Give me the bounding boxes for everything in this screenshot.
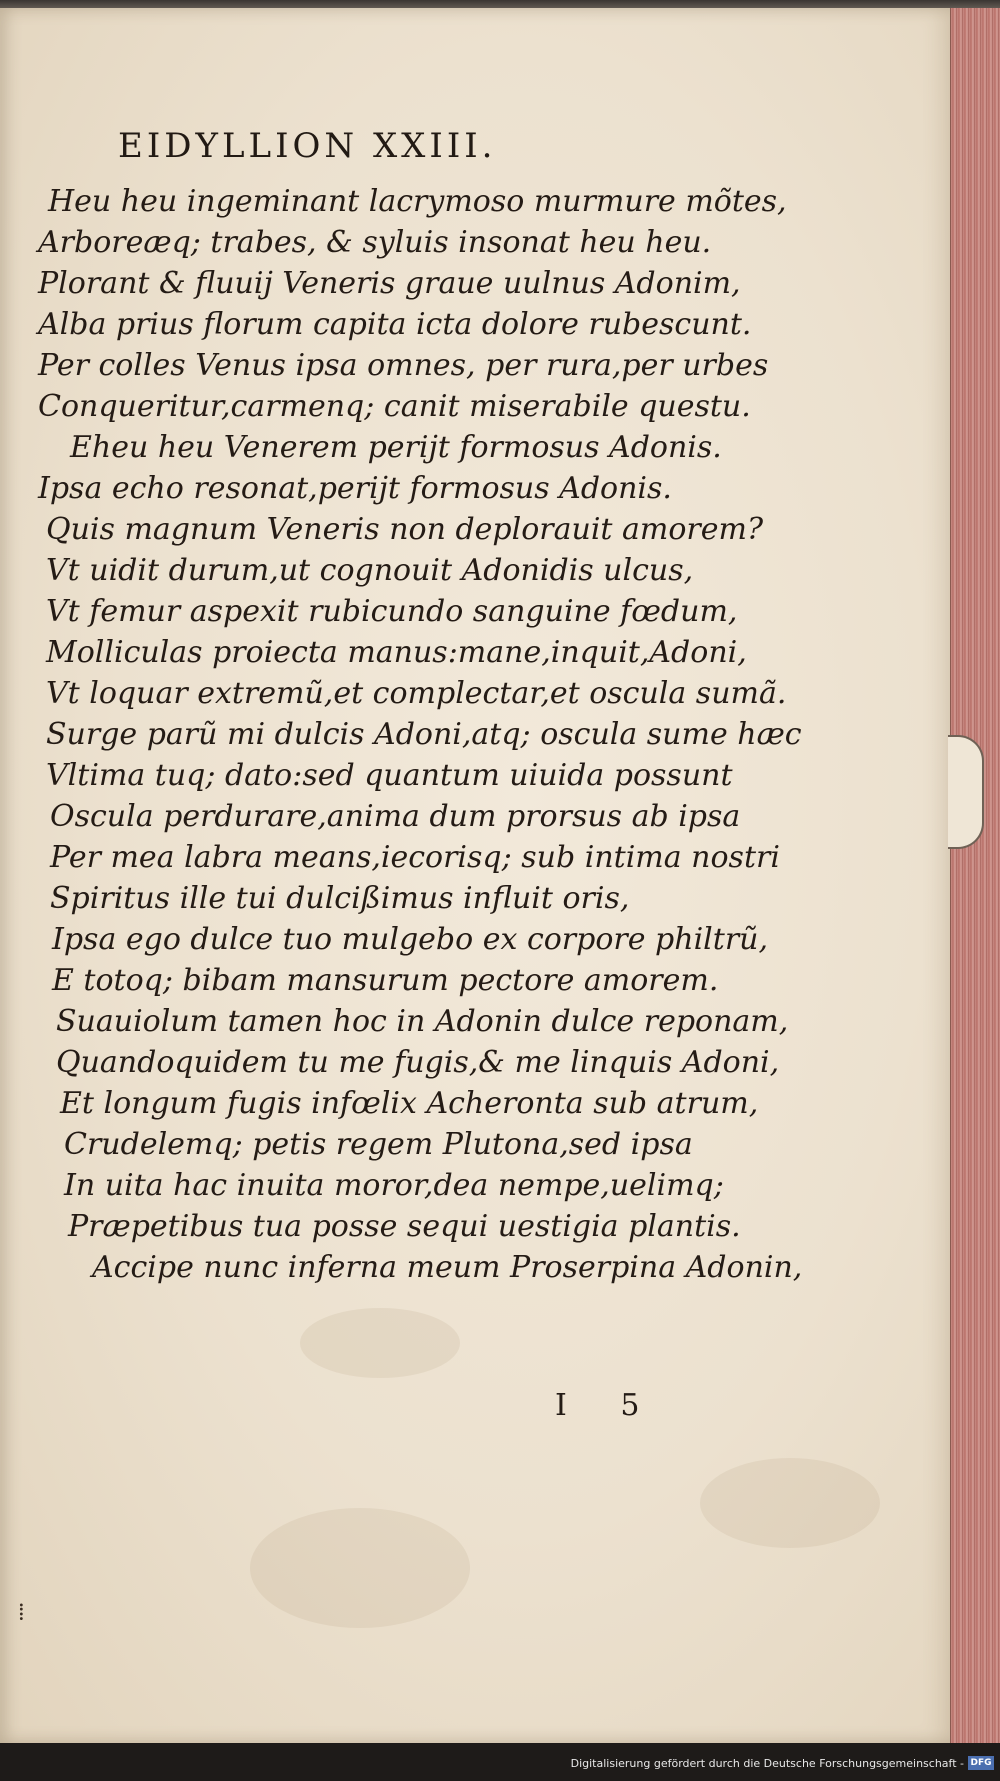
verse-line: Plorant & fluuij Veneris graue uulnus Adonim, <box>38 266 741 301</box>
paper-stain <box>250 1508 470 1628</box>
verse-line: E totoq; bibam mansurum pectore amorem. <box>52 963 719 998</box>
footer-credit: Digitalisierung gefördert durch die Deutsche Forschungsgemeinschaft - <box>570 1757 964 1770</box>
verse-line: Oscula perdurare,anima dum prorsus ab ipsa <box>50 799 741 834</box>
verse-line: Quandoquidem tu me fugis,& me linquis Adoni, <box>56 1045 780 1080</box>
verse-line: Suauiolum tamen hoc in Adonin dulce reponam, <box>56 1004 789 1039</box>
verse-line: Vt femur aspexit rubicundo sanguine fœdum, <box>46 594 738 629</box>
verse-line: Ipsa echo resonat,perijt formosus Adonis. <box>38 471 672 506</box>
verse-line: Heu heu ingeminant lacrymoso murmure mõtes, <box>48 184 787 219</box>
verse-line: Vltima tuq; dato:sed quantum uiuida possunt <box>46 758 733 793</box>
page-fore-edge <box>950 8 1000 1743</box>
verse-line: Quis magnum Veneris non deplorauit amorem? <box>46 512 764 547</box>
margin-mark: ⁞ <box>18 1598 25 1626</box>
verse-line: Vt loquar extremũ,et complectar,et oscula sumã. <box>46 676 787 711</box>
verse-line: Accipe nunc inferna meum Proserpina Adonin, <box>92 1250 803 1285</box>
verse-line: Crudelemq; petis regem Plutona,sed ipsa <box>64 1127 693 1162</box>
verse-line: Eheu heu Venerem perijt formosus Adonis. <box>70 430 722 465</box>
verse-line: Surge parũ mi dulcis Adoni,atq; oscula sume hæc <box>46 717 802 752</box>
verse-line: In uita hac inuita moror,dea nempe,uelimq; <box>64 1168 724 1203</box>
verse-line: Præpetibus tua posse sequi uestigia plantis. <box>68 1209 741 1244</box>
verse-line: Per mea labra means,iecorisq; sub intima nostri <box>50 840 780 875</box>
verse-line: Per colles Venus ipsa omnes, per rura,per urbes <box>38 348 769 383</box>
signature-mark: I 5 <box>555 1388 662 1423</box>
verse-line: Vt uidit durum,ut cognouit Adonidis ulcus, <box>46 553 694 588</box>
paper-stain <box>700 1458 880 1548</box>
paper-stain <box>300 1308 460 1378</box>
verse-line: Ipsa ego dulce tuo mulgebo ex corpore philtrũ, <box>52 922 769 957</box>
verse-line: Molliculas proiecta manus:mane,inquit,Adoni, <box>46 635 747 670</box>
verse-line: Alba prius florum capita icta dolore rubescunt. <box>38 307 752 342</box>
book-page <box>0 8 952 1743</box>
verse-line: Spiritus ille tui dulcißimus influit oris, <box>50 881 630 916</box>
page-heading: EIDYLLION XXIII. <box>118 126 497 166</box>
verse-line: Et longum fugis infœlix Acheronta sub atrum, <box>60 1086 759 1121</box>
dfg-logo: DFG <box>968 1756 994 1770</box>
verse-line: Conqueritur,carmenq; canit miserabile questu. <box>38 389 751 424</box>
page-tab <box>948 735 984 849</box>
verse-line: Arboreæq; trabes, & syluis insonat heu heu. <box>38 225 712 260</box>
